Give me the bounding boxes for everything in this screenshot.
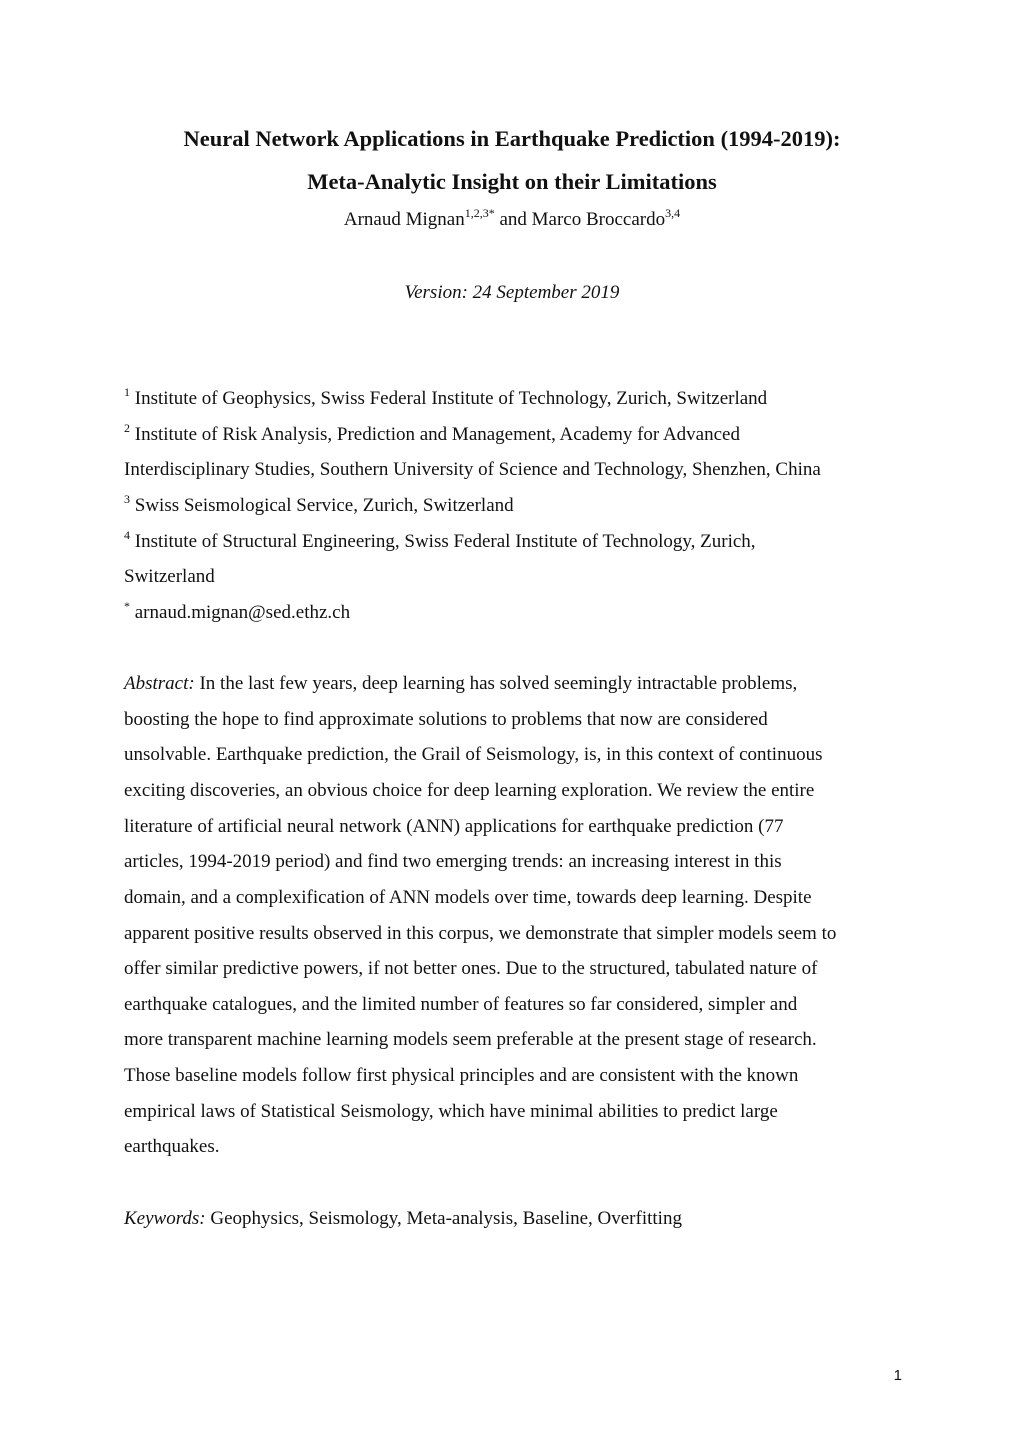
affiliation-1: [124, 386, 767, 413]
abstract-line-9: offer similar predictive powers, if not better ones. Due to the structured, tabulated nature of: [124, 958, 818, 979]
keywords-text: Geophysics, Seismology, Meta-analysis, Baseline, Overfitting: [205, 1208, 682, 1229]
affiliation-2-text-line-2: Interdisciplinary Studies, Southern University of Science and Technology, Shenzhen, China: [124, 459, 821, 480]
abstract-line-8: apparent positive results observed in this corpus, we demonstrate that simpler models seem to: [124, 923, 837, 944]
abstract-label: Abstract:: [124, 673, 195, 694]
affiliation-4-text-line-1: Institute of Structural Engineering, Swiss Federal Institute of Technology, Zurich,: [134, 531, 756, 552]
affiliation-2: [124, 422, 740, 449]
affiliation-3: [124, 493, 514, 520]
affiliation-4-text-line-2: Switzerland: [124, 566, 215, 587]
abstract-line-11: more transparent machine learning models seem preferable at the present stage of research.: [124, 1029, 817, 1050]
abstract-line-14: earthquakes.: [124, 1136, 220, 1157]
author-connector: and: [494, 209, 532, 230]
abstract-line-12: Those baseline models follow first physical principles and are consistent with the known: [124, 1065, 799, 1086]
paper-title-line-2: Meta-Analytic Insight on their Limitations: [307, 169, 717, 194]
keywords-label: Keywords:: [124, 1208, 206, 1229]
affiliation-2-text-line-1: Institute of Risk Analysis, Prediction and Management, Academy for Advanced: [134, 424, 740, 445]
affiliation-1-text: Institute of Geophysics, Swiss Federal Institute of Technology, Zurich, Switzerland: [134, 388, 768, 409]
corresponding-mark: *: [124, 599, 130, 613]
abstract-line-6: articles, 1994-2019 period) and find two emerging trends: an increasing interest in this: [124, 851, 782, 872]
abstract-line-2: boosting the hope to find approximate solutions to problems that now are considered: [124, 709, 768, 730]
affiliation-4-mark: 4: [124, 528, 130, 542]
keywords-line: [124, 1206, 682, 1232]
author-1-affiliation-marks: 1,2,3*: [464, 206, 495, 220]
author-2-name: Marco Broccardo: [531, 209, 666, 230]
abstract-line-4: exciting discoveries, an obvious choice for deep learning exploration. We review the entire: [124, 780, 815, 801]
abstract-line-5: literature of artificial neural network (ANN) applications for earthquake prediction (77: [124, 816, 784, 837]
version-date: Version: 24 September 2019: [404, 282, 620, 303]
abstract-line-13: empirical laws of Statistical Seismology, which have minimal abilities to predict large: [124, 1101, 778, 1122]
affiliation-1-mark: 1: [124, 385, 130, 399]
abstract-line-1: [124, 671, 797, 697]
email-text: arnaud.mignan@sed.ethz.ch: [134, 602, 351, 623]
abstract-line-7: domain, and a complexification of ANN models over time, towards deep learning. Despite: [124, 887, 812, 908]
page-number: 1: [893, 1367, 902, 1384]
affiliation-4: [124, 529, 756, 556]
abstract-line-3: unsolvable. Earthquake prediction, the Grail of Seismology, is, in this context of continuous: [124, 744, 823, 765]
author-2-affiliation-marks: 3,4: [665, 206, 681, 220]
affiliation-2-mark: 2: [124, 421, 130, 435]
author-list: [0, 207, 1024, 234]
author-1-name: Arnaud Mignan: [343, 209, 465, 230]
affiliation-3-text: Swiss Seismological Service, Zurich, Switzerland: [134, 495, 514, 516]
abstract-line-10: earthquake catalogues, and the limited number of features so far considered, simpler and: [124, 994, 798, 1015]
corresponding-email: [124, 600, 350, 627]
affiliation-3-mark: 3: [124, 492, 130, 506]
abstract-line-1-text: In the last few years, deep learning has solved seemingly intractable problems,: [194, 673, 798, 694]
paper-title-line-1: Neural Network Applications in Earthquake Prediction (1994-2019):: [183, 126, 841, 151]
